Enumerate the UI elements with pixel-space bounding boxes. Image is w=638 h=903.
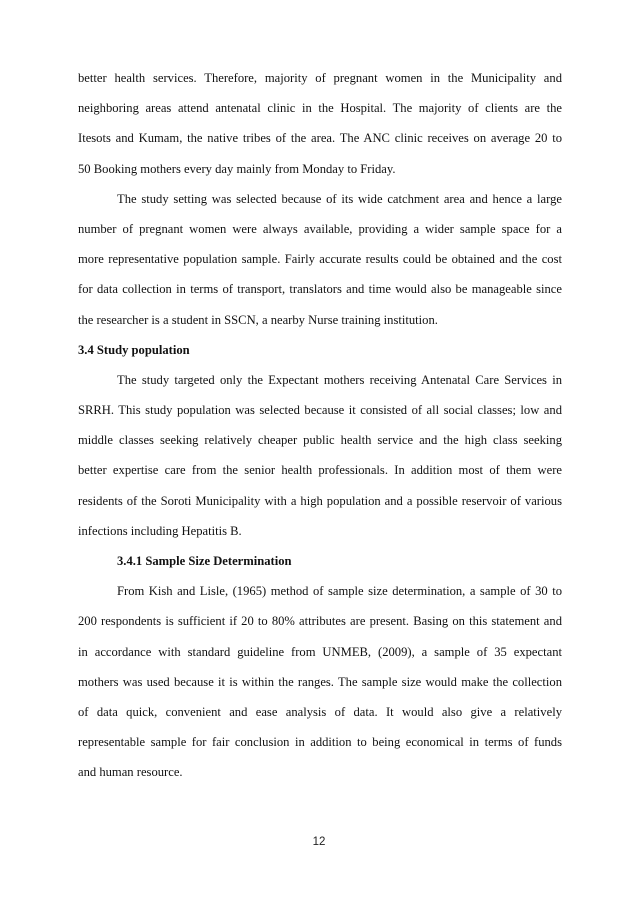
paragraph-line: representable sample for fair conclusion in addition to being economical in terms of funds (78, 735, 562, 750)
paragraph-line: Itesots and Kumam, the native tribes of the area. The ANC clinic receives on average 20 to (78, 131, 562, 146)
paragraph-line: for data collection in terms of transport, translators and time would also be manageable since (78, 282, 562, 297)
paragraph-line: SRRH. This study population was selected because it consisted of all social classes; low and (78, 403, 562, 418)
page-number: 12 (312, 836, 326, 848)
paragraph-line: better health services. Therefore, majority of pregnant women in the Municipality and (78, 71, 562, 85)
paragraph-line: better expertise care from the senior health professionals. In addition most of them were (78, 463, 562, 478)
document-page (78, 70, 562, 795)
paragraph-line: in accordance with standard guideline from UNMEB, (2009), a sample of 35 expectant (78, 644, 562, 659)
paragraph-line: number of pregnant women were always available, providing a wider sample space for a (78, 221, 562, 236)
subsection-heading-sample-size: 3.4.1 Sample Size Determination (117, 554, 292, 568)
paragraph-health-services (78, 70, 562, 191)
paragraph-line: the researcher is a student in SSCN, a nearby Nurse training institution. (78, 312, 438, 327)
paragraph-line: 200 respondents is sufficient if 20 to 80% attributes are present. Basing on this statement and (78, 614, 562, 629)
paragraph-line: of data quick, convenient and ease analysis of data. It would also give a relatively (78, 704, 562, 719)
paragraph-line: mothers was used because it is within the ranges. The sample size would make the collection (78, 674, 562, 689)
paragraph-line: From Kish and Lisle, (1965) method of sample size determination, a sample of 30 to (117, 584, 562, 599)
paragraph-line: neighboring areas attend antenatal clinic in the Hospital. The majority of clients are the (78, 101, 562, 116)
paragraph-study-population (78, 372, 562, 553)
paragraph-study-setting (78, 191, 562, 342)
section-heading-study-population: 3.4 Study population (78, 342, 190, 357)
paragraph-line: The study targeted only the Expectant mothers receiving Antenatal Care Services in (117, 372, 562, 387)
paragraph-line: residents of the Soroti Municipality with a high population and a possible reservoir of various (78, 493, 562, 508)
paragraph-line: The study setting was selected because of its wide catchment area and hence a large (117, 191, 562, 206)
paragraph-line: middle classes seeking relatively cheaper public health service and the high class seeking (78, 433, 562, 448)
paragraph-line: and human resource. (78, 765, 183, 780)
paragraph-sample-size (78, 583, 562, 794)
paragraph-line: more representative population sample. Fairly accurate results could be obtained and the cost (78, 252, 562, 267)
paragraph-line: infections including Hepatitis B. (78, 523, 242, 538)
paragraph-line: 50 Booking mothers every day mainly from Monday to Friday. (78, 161, 396, 176)
